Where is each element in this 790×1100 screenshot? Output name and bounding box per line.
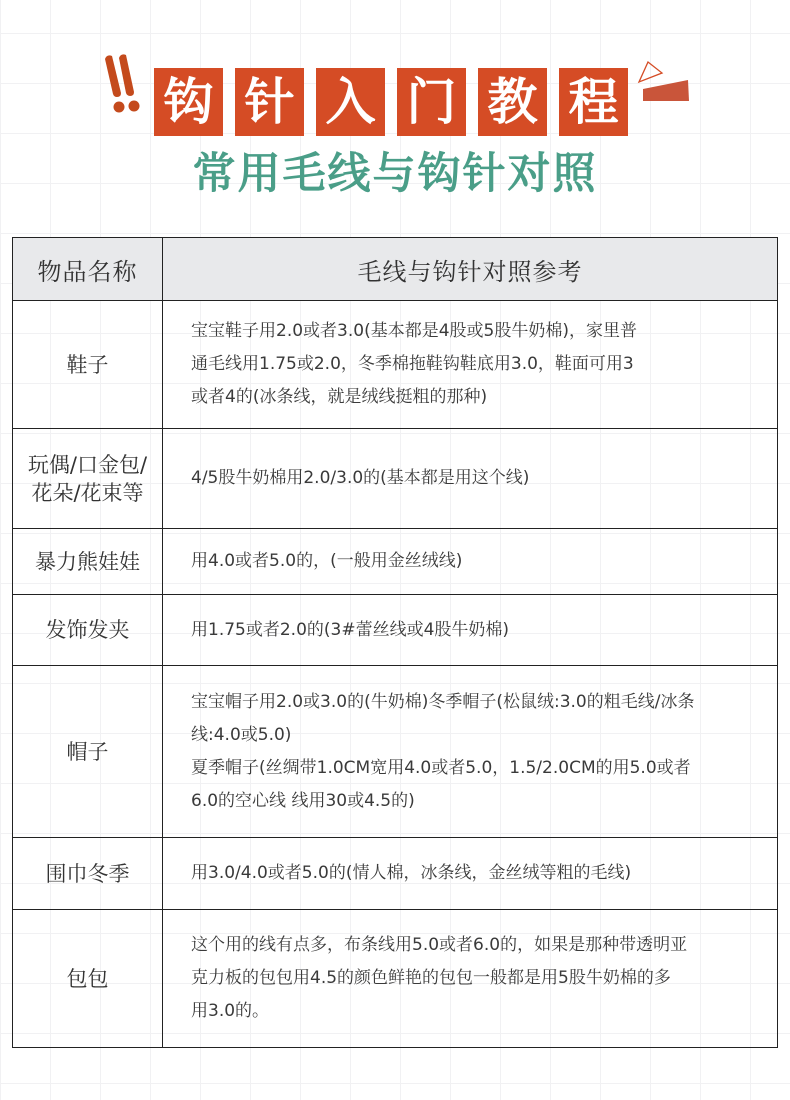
item-name: 包包 [13,910,163,1048]
item-reference [163,529,778,595]
item-name: 鞋子 [13,301,163,429]
title-char: 入 [316,68,385,136]
title-banner [154,68,628,136]
table-row [13,666,778,838]
title-char: 门 [397,68,466,136]
table-row [13,910,778,1048]
item-reference [163,910,778,1048]
reference-line: 线:4.0或5.0) [191,724,292,745]
reference-line: 或者4的(冰条线，就是绒线挺粗的那种) [191,387,488,407]
reference-line: 4/5股牛奶棉用2.0/3.0的(基本都是用这个线) [191,468,530,488]
reference-line: 通毛线用1.75或2.0，冬季棉拖鞋钩鞋底用3.0，鞋面可用3 [191,354,634,374]
item-name [13,429,163,529]
column-header-reference: 毛线与钩针对照参考 [163,238,778,301]
reference-line: 宝宝鞋子用2.0或者3.0(基本都是4股或5股牛奶棉)，家里普 [191,321,637,341]
item-name-line: 花朵/花束等 [31,480,144,505]
triangle-decoration-icon [636,58,694,106]
table-row [13,429,778,529]
item-reference [163,838,778,910]
reference-line: 用3.0的。 [191,1001,270,1021]
reference-line: 用1.75或者2.0的(3#蕾丝线或4股牛奶棉) [191,619,510,640]
reference-line: 用3.0/4.0或者5.0的(情人棉，冰条线，金丝绒等粗的毛线) [191,863,632,883]
page-subtitle: 常用毛线与钩针对照 [192,149,598,199]
item-reference [163,595,778,666]
reference-line: 夏季帽子(丝绸带1.0CM宽用4.0或者5.0，1.5/2.0CM的用5.0或者 [191,757,691,778]
item-name-line: 玩偶/口金包/ [27,452,148,477]
exclamation-decoration-icon [101,53,146,113]
reference-line: 这个用的线有点多，布条线用5.0或者6.0的，如果是那种带透明亚 [191,935,688,955]
item-reference [163,301,778,429]
item-name: 暴力熊娃娃 [13,529,163,595]
reference-line: 宝宝帽子用2.0或3.0的(牛奶棉)冬季帽子(松鼠绒:3.0的粗毛线/冰条 [191,691,695,712]
yarn-hook-reference-table [12,237,778,1048]
table-header-row [13,238,778,301]
table-row [13,838,778,910]
item-name: 帽子 [13,666,163,838]
title-char: 程 [559,68,628,136]
reference-line: 6.0的空心线 线用30或4.5的) [191,790,415,811]
table-row [13,301,778,429]
title-char: 钩 [154,68,223,136]
item-reference [163,666,778,838]
column-header-item-name: 物品名称 [13,238,163,301]
item-reference [163,429,778,529]
reference-line: 克力板的包包用4.5的颜色鲜艳的包包一般都是用5股牛奶棉的多 [191,968,671,988]
title-char: 教 [478,68,547,136]
table-row [13,529,778,595]
item-name: 围巾冬季 [13,838,163,910]
reference-line: 用4.0或者5.0的，(一般用金丝绒线) [191,551,463,571]
title-char: 针 [235,68,304,136]
table-row [13,595,778,666]
item-name: 发饰发夹 [13,595,163,666]
